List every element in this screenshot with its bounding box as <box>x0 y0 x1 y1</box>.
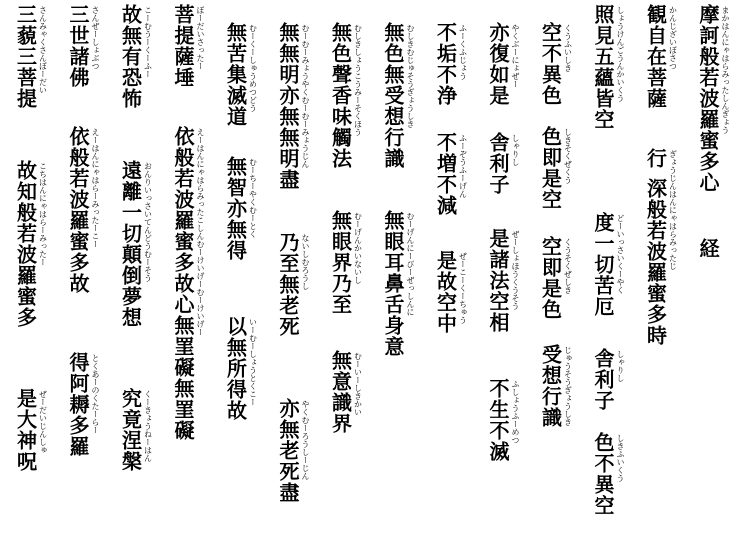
sutra-column <box>540 0 586 559</box>
furigana-reading: むしきしょうこうみーそくほう <box>353 24 363 136</box>
furigana-reading: ぎょうじんはんにゃはらみったじ <box>668 150 678 270</box>
kanji-phrase: 菩提薩埵 <box>171 4 195 88</box>
sutra-column <box>225 0 271 559</box>
furigana-reading: やくむーろうしーじん <box>301 400 310 480</box>
kanji-phrase: 故無有恐怖 <box>118 4 143 109</box>
furigana-reading: かんじざいぼさつ <box>668 6 678 70</box>
sutra-column <box>330 0 376 559</box>
furigana-reading: むーちーやくむーとく <box>248 158 258 238</box>
kanji-phrase: 是故空中 <box>433 250 458 334</box>
kanji-phrase: 無意識界 <box>328 350 353 434</box>
furigana-reading: どーいっさいくーやく <box>616 214 625 294</box>
sutra-column <box>645 0 691 559</box>
kanji-phrase: 遠離一切顛倒夢想 <box>118 160 143 328</box>
sutra-column <box>382 0 428 559</box>
kanji-phrase: 亦復如是 <box>486 22 510 106</box>
furigana-reading: むーげんにーびーぜっしんに <box>406 212 415 316</box>
kanji-phrase: 色即是空 <box>538 126 563 210</box>
kanji-phrase: 照見五蘊皆空 <box>591 4 615 130</box>
kanji-phrase: 乃至無老死 <box>276 232 300 337</box>
furigana-reading: ぜーしょほうくうそう <box>511 230 520 310</box>
furigana-reading: しきふいくう <box>616 434 625 482</box>
kanji-phrase: 無眼界乃至 <box>328 210 353 315</box>
furigana-reading: えーはんにゃはらーみったーこー <box>91 128 100 248</box>
furigana-reading: とくあーのくたーらー <box>91 354 100 434</box>
sutra-column <box>487 0 533 559</box>
sutra-column <box>697 0 743 559</box>
furigana-reading: いーむーしょうとくこー <box>248 318 258 406</box>
kanji-phrase: 亦無老死盡 <box>276 398 300 503</box>
kanji-phrase: 是大神呪 <box>13 388 38 472</box>
kanji-phrase: 無色無受想行識 <box>381 22 405 169</box>
kanji-phrase: 無色聲香味觸法 <box>328 22 353 169</box>
furigana-reading: ぼーだいさったー <box>196 6 205 70</box>
kanji-phrase: 無智亦無得 <box>223 156 248 261</box>
furigana-reading: むーむーみょうやくむーむーみょうじん <box>301 24 310 168</box>
kanji-phrase: 得阿耨多羅 <box>66 352 90 457</box>
furigana-reading: さんみゃくさんぼーだい <box>38 6 48 94</box>
kanji-phrase: 不垢不浄 <box>433 22 458 106</box>
kanji-phrase: 観自在菩薩 <box>643 4 668 109</box>
kanji-phrase: 依般若波羅蜜多故心無罣礙無罣礙 <box>171 126 195 441</box>
furigana-reading: やくぶーにょぜー <box>511 24 520 88</box>
furigana-reading: ふしょうふーめつ <box>511 380 520 444</box>
kanji-phrase: 舎利子 <box>591 348 615 411</box>
kanji-phrase: 不増不減 <box>433 132 458 216</box>
kanji-phrase: 色不異空 <box>591 432 615 516</box>
sutra-column <box>435 0 481 559</box>
furigana-reading: ないしむろうし <box>301 234 310 290</box>
kanji-phrase: 究竟涅槃 <box>118 388 143 472</box>
furigana-reading: むーげんかいないし <box>353 212 363 284</box>
kanji-phrase: 依般若波羅蜜多故 <box>66 126 90 294</box>
kanji-phrase: 無苦集滅道 <box>223 22 248 127</box>
kanji-phrase: 度一切苦厄 <box>591 212 615 317</box>
kanji-phrase: 不生不滅 <box>486 378 510 462</box>
furigana-reading: さんぜーしょぶつ <box>91 6 100 70</box>
kanji-phrase: 無眼耳鼻舌身意 <box>381 210 405 357</box>
furigana-reading: こちはんにゃはらーみったー <box>38 162 48 266</box>
furigana-reading: くーきょうねーはん <box>143 390 153 462</box>
sutra-column <box>67 0 113 559</box>
kanji-phrase: 故知般若波羅蜜多 <box>13 160 38 328</box>
furigana-reading: ふーぞうふーげん <box>458 134 468 198</box>
furigana-reading: くうそくぜしき <box>563 238 573 294</box>
sutra-column <box>15 0 61 559</box>
furigana-reading: おんりいっさいてんどうむーそう <box>143 162 153 282</box>
furigana-reading: しょうけんごうんかいくう <box>616 6 625 102</box>
furigana-reading: くうふいしき <box>563 24 573 72</box>
kanji-phrase: 三世諸佛 <box>66 4 90 88</box>
sutra-column <box>592 0 638 559</box>
furigana-reading: しゃりし <box>511 134 520 166</box>
kanji-phrase: 行 <box>643 148 668 169</box>
furigana-reading: しゃりし <box>616 350 625 382</box>
kanji-phrase: 空不異色 <box>538 22 563 106</box>
furigana-reading: むしきむじゅそうぎょうしき <box>406 24 415 128</box>
sutra-column <box>277 0 323 559</box>
furigana-reading: まかはんにゃはらみったしんぎょう <box>721 6 730 134</box>
furigana-reading: ぜーこーくーちゅう <box>458 252 468 324</box>
kanji-phrase: 無無明亦無無明盡 <box>276 22 300 190</box>
sutra-column <box>172 0 218 559</box>
kanji-phrase: 舎利子 <box>486 132 510 195</box>
kanji-phrase: 受想行識 <box>538 344 563 428</box>
kanji-phrase: 摩訶般若波羅蜜多心 <box>696 4 720 193</box>
furigana-reading: ふーくふじょう <box>458 24 468 80</box>
furigana-reading: しきそくぜくう <box>563 128 573 184</box>
furigana-reading: むーいーしきかい <box>353 352 363 416</box>
kanji-phrase: 是諸法空相 <box>486 228 510 333</box>
furigana-reading: こーむうーくーふー <box>143 6 153 78</box>
furigana-reading: ぜーだいじんしゅ <box>38 390 48 454</box>
furigana-reading: えーはんにゃはらみったこしんむーけいげーむーけいげー <box>196 128 205 336</box>
furigana-reading: むーくーしゅうめつどう <box>248 24 258 112</box>
kanji-phrase: 三藐三菩提 <box>13 4 38 109</box>
kanji-phrase: 深般若波羅蜜多時 <box>643 178 668 346</box>
kanji-phrase: 以無所得故 <box>223 316 248 421</box>
furigana-reading: じゅうそうぎょうしき <box>563 346 573 426</box>
sutra-column <box>120 0 166 559</box>
kanji-phrase: 空即是色 <box>538 236 563 320</box>
kanji-phrase: 経 <box>696 238 720 259</box>
